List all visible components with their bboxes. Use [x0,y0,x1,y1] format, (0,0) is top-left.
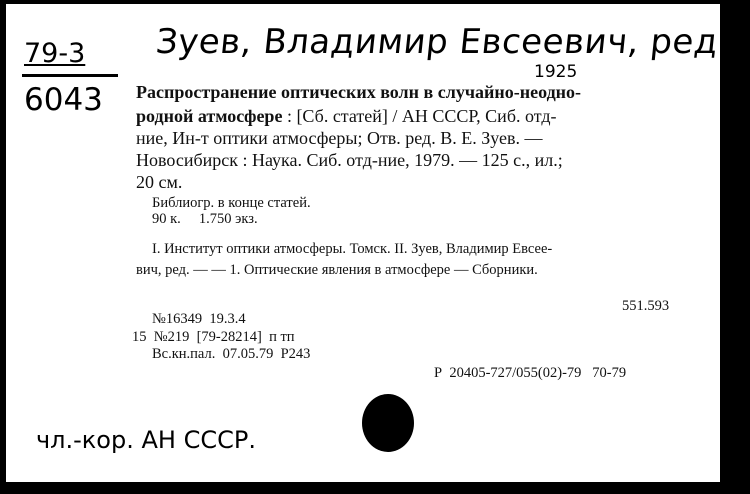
bibliography-note: Библиогр. в конце статей. [152,195,311,211]
title-line-2 [136,106,557,127]
shelf-code-divider [22,74,118,77]
price-and-copies: 90 к. 1.750 экз. [152,211,258,227]
handwritten-bottom-note: чл.-кор. АН СССР. [36,426,256,454]
catalog-card [6,4,732,482]
handwritten-year: 1925 [534,62,578,82]
shelf-code-top: 79-3 [24,38,86,69]
classification-code: 551.593 [622,298,670,314]
description-line-5: 20 см. [136,172,183,192]
tracing-line-1: I. Институт оптики атмосферы. Томск. II. Зуев, Владимир Евсее- [152,241,553,257]
title-bold-1: Распространение оптических волн в случайно-неодно- [136,82,582,102]
description-line-3: ние, Ин-т оптики атмосферы; Отв. ред. В. Е. Зуев. — [136,128,543,148]
footer-line-1: №16349 19.3.4 [152,311,246,327]
footer-line-2: 15 №219 [79-28214] п тп [132,329,295,345]
title-line-2-rest: : [Сб. статей] / АН СССР, Сиб. отд- [282,106,557,126]
handwritten-author: Зуев, Владимир Евсеевич, ред. [153,22,732,62]
shelf-code-bottom: 6043 [24,82,103,118]
tracing-line-2: вич, ред. — — 1. Оптические явления в атмосфере — Сборники. [136,262,538,278]
footer-line-3: Вс.кн.пал. 07.05.79 Р243 [152,346,311,362]
title-bold-2: родной атмосфере [136,106,283,126]
title-line-1 [136,82,581,103]
footer-index: Р 20405-727/055(02)-79 70-79 [434,365,627,381]
card-punch-hole [362,394,414,452]
description-line-4: Новосибирск : Наука. Сиб. отд-ние, 1979. — 125 с., ил.; [136,150,563,170]
